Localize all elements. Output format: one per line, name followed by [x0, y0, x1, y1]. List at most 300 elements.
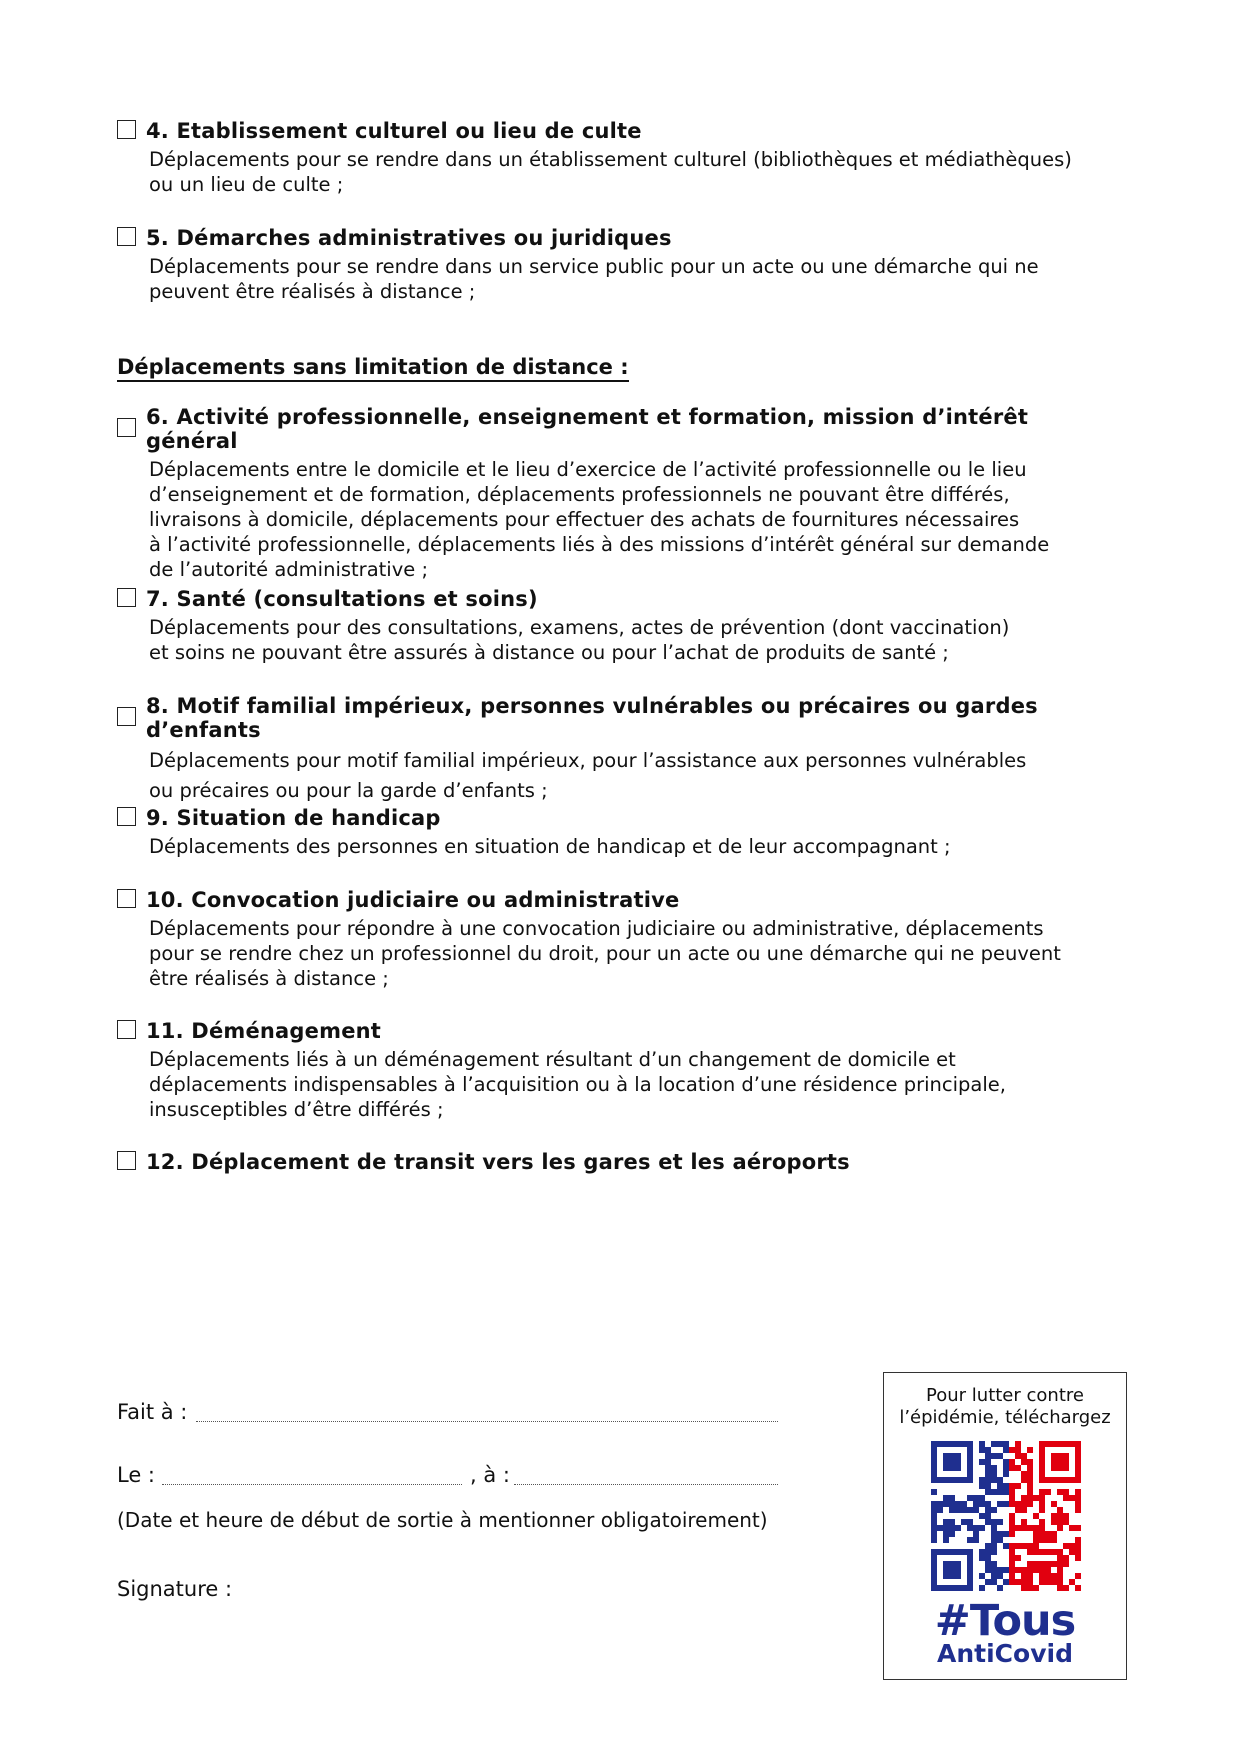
qr-module — [931, 1519, 937, 1525]
qr-module — [1039, 1501, 1045, 1507]
qr-module — [967, 1495, 973, 1501]
qr-module — [973, 1507, 979, 1513]
qr-module — [1063, 1489, 1069, 1495]
qr-module — [1033, 1549, 1039, 1555]
qr-module — [1003, 1459, 1009, 1465]
qr-module — [985, 1501, 991, 1507]
checkbox-reason-5[interactable] — [117, 227, 136, 246]
qr-module — [1003, 1501, 1009, 1507]
reason-11 — [117, 1019, 1127, 1122]
qr-module — [1069, 1525, 1075, 1531]
reason-6-title: 6. Activité professionnelle, enseignement et formation, mission d’intérêt général — [146, 405, 1029, 453]
qr-module — [931, 1489, 937, 1495]
checkbox-reason-11[interactable] — [117, 1020, 136, 1039]
reason-9 — [117, 806, 1127, 859]
qr-module — [985, 1447, 991, 1453]
qr-module — [997, 1477, 1003, 1483]
reason-6-description: Déplacements entre le domicile et le lieu d’exercice de l’activité professionnelle ou le lieu d’enseignement et de formation, déplacements professionnels ne pouvant être différés, livraisons à domicile, déplacements pour effectuer des achats de fournitures nécessaires à l’activité professionnelle, déplacements liés à des missions d’intérêt général sur demande de l’autorité administrative ; — [149, 458, 1050, 581]
qr-module — [1009, 1459, 1015, 1465]
qr-module — [1021, 1573, 1027, 1579]
qr-module — [1015, 1525, 1021, 1531]
qr-module — [1039, 1489, 1045, 1495]
qr-module — [1051, 1537, 1057, 1543]
qr-module — [943, 1531, 949, 1537]
qr-module — [1027, 1501, 1033, 1507]
qr-module — [1009, 1483, 1015, 1489]
qr-module — [979, 1459, 985, 1465]
qr-module — [1009, 1531, 1015, 1537]
qr-module — [943, 1525, 949, 1531]
qr-module — [985, 1543, 991, 1549]
qr-module — [979, 1441, 985, 1447]
qr-module — [1051, 1531, 1057, 1537]
qr-module — [973, 1531, 979, 1537]
qr-module — [1033, 1495, 1039, 1501]
reason-9-title: 9. Situation de handicap — [146, 806, 441, 830]
qr-finder-pattern — [943, 1453, 961, 1471]
reason-5-description: Déplacements pour se rendre dans un service public pour un acte ou une démarche qui ne peuvent être réalisés à distance ; — [149, 255, 1039, 303]
qr-module — [1033, 1543, 1039, 1549]
qr-module — [1063, 1585, 1069, 1591]
qr-module — [1075, 1525, 1081, 1531]
qr-module — [1027, 1495, 1033, 1501]
qr-module — [1009, 1501, 1015, 1507]
qr-module — [1015, 1507, 1021, 1513]
qr-module — [1027, 1447, 1033, 1453]
qr-module — [949, 1507, 955, 1513]
qr-module — [1003, 1567, 1009, 1573]
qr-module — [1057, 1519, 1063, 1525]
qr-module — [1039, 1573, 1045, 1579]
reason-10 — [117, 888, 1127, 991]
qr-module — [979, 1555, 985, 1561]
qr-module — [1015, 1501, 1021, 1507]
qr-module — [991, 1465, 997, 1471]
qr-module — [1003, 1441, 1009, 1447]
qr-module — [1009, 1525, 1015, 1531]
qr-module — [1009, 1573, 1015, 1579]
qr-module — [1003, 1543, 1009, 1549]
qr-module — [1015, 1483, 1021, 1489]
qr-module — [1039, 1561, 1045, 1567]
qr-module — [979, 1525, 985, 1531]
qr-module — [997, 1531, 1003, 1537]
reason-11-description: Déplacements liés à un déménagement résultant d’un changement de domicile et déplacements indispensables à l’acquisition ou à la location d’une résidence principale, insusceptibles d’être différés ; — [149, 1048, 1006, 1121]
time-field[interactable] — [514, 1484, 778, 1485]
qr-module — [1039, 1567, 1045, 1573]
qr-module — [1027, 1525, 1033, 1531]
qr-module — [1075, 1507, 1081, 1513]
qr-module — [1057, 1549, 1063, 1555]
qr-module — [1045, 1561, 1051, 1567]
qr-module — [955, 1501, 961, 1507]
brand-name: AntiCovid — [937, 1639, 1073, 1668]
qr-module — [997, 1501, 1003, 1507]
qr-module — [1075, 1495, 1081, 1501]
qr-module — [967, 1507, 973, 1513]
qr-module — [979, 1513, 985, 1519]
qr-module — [997, 1567, 1003, 1573]
qr-module — [1009, 1543, 1015, 1549]
le-label: Le : — [117, 1463, 156, 1487]
qr-module — [1027, 1579, 1033, 1585]
reason-10-description: Déplacements pour répondre à une convocation judiciaire ou administrative, déplacements pour se rendre chez un professionnel du droit, pour un acte ou une démarche qui ne peuvent être réalisés à distance ; — [149, 917, 1061, 990]
qr-module — [1051, 1519, 1057, 1525]
reason-7-title: 7. Santé (consultations et soins) — [146, 587, 538, 611]
a-label: , à : — [470, 1463, 510, 1487]
qr-module — [967, 1525, 973, 1531]
qr-module — [1069, 1549, 1075, 1555]
qr-module — [1027, 1549, 1033, 1555]
reason-7-description: Déplacements pour des consultations, examens, actes de prévention (dont vaccination) et soins ne pouvant être assurés à distance ou pour l’achat de produits de santé ; — [149, 616, 1010, 664]
reason-12 — [117, 1150, 1127, 1174]
section-title-no-distance-limit: Déplacements sans limitation de distance : — [117, 355, 629, 382]
qr-module — [1051, 1573, 1057, 1579]
qr-module — [1015, 1447, 1021, 1453]
qr-module — [949, 1519, 955, 1525]
qr-module — [1057, 1513, 1063, 1519]
qr-module — [1063, 1519, 1069, 1525]
qr-module — [967, 1519, 973, 1525]
qr-module — [1069, 1579, 1075, 1585]
qr-module — [985, 1459, 991, 1465]
qr-module — [1045, 1549, 1051, 1555]
signature-area[interactable] — [117, 1605, 777, 1665]
qr-module — [1075, 1543, 1081, 1549]
qr-module — [1063, 1513, 1069, 1519]
qr-module — [1003, 1489, 1009, 1495]
qr-module — [1009, 1549, 1015, 1555]
promo-line-1: Pour lutter contre — [926, 1385, 1084, 1406]
qr-module — [937, 1525, 943, 1531]
qr-module — [1021, 1477, 1027, 1483]
qr-module — [1045, 1579, 1051, 1585]
checkbox-reason-6[interactable] — [117, 418, 136, 437]
qr-module — [1069, 1543, 1075, 1549]
qr-module — [985, 1507, 991, 1513]
qr-module — [1069, 1495, 1075, 1501]
qr-module — [955, 1525, 961, 1531]
qr-module — [985, 1579, 991, 1585]
qr-module — [1039, 1495, 1045, 1501]
fait-a-field[interactable] — [196, 1421, 778, 1422]
qr-module — [1021, 1543, 1027, 1549]
reason-4-description: Déplacements pour se rendre dans un établissement culturel (bibliothèques et médiathèques) ou un lieu de culte ; — [149, 148, 1072, 196]
qr-module — [1003, 1447, 1009, 1453]
qr-module — [1027, 1483, 1033, 1489]
qr-module — [997, 1585, 1003, 1591]
qr-module — [1075, 1555, 1081, 1561]
qr-module — [991, 1507, 997, 1513]
qr-module — [985, 1561, 991, 1567]
qr-module — [1003, 1483, 1009, 1489]
qr-module — [1015, 1453, 1021, 1459]
qr-module — [973, 1525, 979, 1531]
qr-module — [1021, 1471, 1027, 1477]
qr-module — [1027, 1477, 1033, 1483]
qr-module — [931, 1537, 937, 1543]
qr-module — [1021, 1519, 1027, 1525]
qr-module — [985, 1453, 991, 1459]
qr-module — [1063, 1495, 1069, 1501]
qr-module — [1009, 1447, 1015, 1453]
qr-module — [997, 1453, 1003, 1459]
qr-module — [1015, 1567, 1021, 1573]
qr-module — [1015, 1465, 1021, 1471]
qr-module — [1051, 1513, 1057, 1519]
qr-module — [1009, 1519, 1015, 1525]
date-note: (Date et heure de début de sortie à mentionner obligatoirement) — [117, 1508, 768, 1532]
qr-module — [1045, 1489, 1051, 1495]
qr-module — [1039, 1531, 1045, 1537]
qr-module — [991, 1567, 997, 1573]
qr-module — [1009, 1489, 1015, 1495]
qr-module — [943, 1501, 949, 1507]
qr-module — [979, 1573, 985, 1579]
qr-finder-pattern — [1051, 1453, 1069, 1471]
qr-finder-pattern — [943, 1561, 961, 1579]
qr-module — [991, 1519, 997, 1525]
qr-module — [1021, 1501, 1027, 1507]
qr-module — [991, 1477, 997, 1483]
qr-module — [943, 1519, 949, 1525]
qr-module — [991, 1537, 997, 1543]
qr-module — [1045, 1537, 1051, 1543]
qr-module — [943, 1495, 949, 1501]
qr-module — [985, 1549, 991, 1555]
qr-module — [1039, 1519, 1045, 1525]
qr-module — [1051, 1501, 1057, 1507]
qr-module — [943, 1537, 949, 1543]
reason-8-title: 8. Motif familial impérieux, personnes vulnérables ou précaires ou gardes d’enfants — [146, 694, 1038, 742]
signature-label: Signature : — [117, 1577, 233, 1601]
qr-module — [991, 1525, 997, 1531]
qr-module — [985, 1567, 991, 1573]
qr-module — [1009, 1579, 1015, 1585]
qr-module — [961, 1519, 967, 1525]
qr-module — [1009, 1567, 1015, 1573]
qr-module — [997, 1519, 1003, 1525]
qr-module — [1045, 1567, 1051, 1573]
qr-module — [991, 1489, 997, 1495]
qr-module — [1009, 1513, 1015, 1519]
checkbox-reason-12[interactable] — [117, 1151, 136, 1170]
reason-10-title: 10. Convocation judiciaire ou administrative — [146, 888, 680, 912]
qr-module — [1033, 1531, 1039, 1537]
qr-module — [1021, 1453, 1027, 1459]
qr-module — [1039, 1507, 1045, 1513]
qr-module — [1057, 1585, 1063, 1591]
qr-module — [991, 1549, 997, 1555]
date-field[interactable] — [162, 1484, 462, 1485]
qr-module — [1009, 1465, 1015, 1471]
checkbox-reason-10[interactable] — [117, 889, 136, 908]
qr-module — [1045, 1573, 1051, 1579]
qr-module — [1075, 1501, 1081, 1507]
qr-module — [1021, 1459, 1027, 1465]
qr-module — [979, 1501, 985, 1507]
qr-module — [1057, 1507, 1063, 1513]
qr-module — [991, 1561, 997, 1567]
reason-4 — [117, 119, 1127, 197]
qr-module — [1057, 1573, 1063, 1579]
qr-module — [949, 1501, 955, 1507]
reason-12-title: 12. Déplacement de transit vers les gares et les aéroports — [146, 1150, 850, 1174]
qr-module — [949, 1531, 955, 1537]
qr-module — [1039, 1525, 1045, 1531]
qr-module — [1051, 1579, 1057, 1585]
qr-module — [961, 1501, 967, 1507]
qr-module — [931, 1507, 937, 1513]
anticovid-promo-card — [883, 1372, 1127, 1680]
qr-module — [1027, 1459, 1033, 1465]
qr-module — [1009, 1495, 1015, 1501]
qr-module — [997, 1489, 1003, 1495]
qr-module — [991, 1543, 997, 1549]
checkbox-reason-4[interactable] — [117, 120, 136, 139]
qr-module — [931, 1525, 937, 1531]
qr-module — [979, 1477, 985, 1483]
qr-module — [1021, 1495, 1027, 1501]
checkbox-reason-8[interactable] — [117, 707, 136, 726]
qr-module — [1057, 1567, 1063, 1573]
qr-module — [979, 1447, 985, 1453]
qr-module — [979, 1549, 985, 1555]
qr-module — [1003, 1465, 1009, 1471]
qr-module — [1009, 1555, 1015, 1561]
reason-4-title: 4. Etablissement culturel ou lieu de culte — [146, 119, 642, 143]
qr-module — [985, 1489, 991, 1495]
qr-module — [985, 1555, 991, 1561]
qr-module — [1009, 1561, 1015, 1567]
qr-code-icon[interactable] — [931, 1441, 1081, 1591]
brand-hashtag: #Tous — [934, 1596, 1076, 1646]
qr-module — [937, 1507, 943, 1513]
qr-module — [991, 1441, 997, 1447]
qr-module — [1027, 1543, 1033, 1549]
qr-module — [1057, 1579, 1063, 1585]
qr-module — [1051, 1549, 1057, 1555]
reason-5 — [117, 226, 1127, 304]
qr-module — [937, 1501, 943, 1507]
promo-line-2: l’épidémie, téléchargez — [899, 1407, 1111, 1428]
qr-module — [985, 1513, 991, 1519]
qr-module — [1051, 1561, 1057, 1567]
checkbox-reason-7[interactable] — [117, 588, 136, 607]
qr-module — [985, 1483, 991, 1489]
promo-text — [884, 1385, 1126, 1429]
qr-module — [1063, 1561, 1069, 1567]
qr-module — [1075, 1585, 1081, 1591]
reason-8-description: Déplacements pour motif familial impérieux, pour l’assistance aux personnes vulnérables ou précaires ou pour la garde d’enfants ; — [149, 749, 1027, 802]
qr-module — [1015, 1441, 1021, 1447]
qr-module — [979, 1585, 985, 1591]
reason-7 — [117, 587, 1127, 665]
qr-module — [1015, 1543, 1021, 1549]
qr-module — [1075, 1489, 1081, 1495]
qr-module — [1075, 1537, 1081, 1543]
qr-module — [973, 1537, 979, 1543]
qr-module — [979, 1495, 985, 1501]
reason-6 — [117, 405, 1127, 582]
qr-module — [1021, 1567, 1027, 1573]
qr-module — [931, 1513, 937, 1519]
qr-module — [1027, 1573, 1033, 1579]
qr-module — [985, 1471, 991, 1477]
qr-module — [1057, 1525, 1063, 1531]
qr-module — [985, 1477, 991, 1483]
qr-module — [1033, 1561, 1039, 1567]
qr-module — [967, 1537, 973, 1543]
qr-module — [997, 1573, 1003, 1579]
qr-module — [1021, 1525, 1027, 1531]
qr-module — [1057, 1555, 1063, 1561]
qr-module — [1003, 1579, 1009, 1585]
qr-module — [1015, 1555, 1021, 1561]
qr-module — [1015, 1579, 1021, 1585]
qr-module — [1027, 1585, 1033, 1591]
qr-module — [955, 1507, 961, 1513]
qr-module — [1033, 1525, 1039, 1531]
qr-module — [1021, 1585, 1027, 1591]
reason-5-title: 5. Démarches administratives ou juridiques — [146, 226, 672, 250]
qr-module — [949, 1495, 955, 1501]
qr-module — [979, 1483, 985, 1489]
qr-module — [997, 1483, 1003, 1489]
qr-module — [1075, 1549, 1081, 1555]
qr-module — [931, 1531, 937, 1537]
qr-module — [973, 1501, 979, 1507]
qr-module — [1027, 1561, 1033, 1567]
qr-module — [973, 1495, 979, 1501]
qr-module — [985, 1519, 991, 1525]
qr-module — [985, 1465, 991, 1471]
qr-module — [1045, 1531, 1051, 1537]
qr-module — [1021, 1579, 1027, 1585]
qr-module — [1039, 1537, 1045, 1543]
qr-module — [991, 1471, 997, 1477]
qr-module — [1027, 1567, 1033, 1573]
qr-module — [1003, 1531, 1009, 1537]
checkbox-reason-9[interactable] — [117, 807, 136, 826]
qr-module — [949, 1525, 955, 1531]
qr-module — [991, 1573, 997, 1579]
qr-module — [961, 1507, 967, 1513]
qr-module — [1027, 1465, 1033, 1471]
qr-module — [1075, 1573, 1081, 1579]
qr-module — [1033, 1537, 1039, 1543]
qr-module — [1033, 1585, 1039, 1591]
fait-a-label: Fait à : — [117, 1400, 188, 1424]
qr-module — [1033, 1513, 1039, 1519]
qr-module — [1057, 1561, 1063, 1567]
qr-module — [1039, 1549, 1045, 1555]
reason-8 — [117, 694, 1127, 806]
qr-module — [1027, 1489, 1033, 1495]
qr-module — [991, 1579, 997, 1585]
qr-module — [1027, 1471, 1033, 1477]
qr-module — [1057, 1489, 1063, 1495]
qr-module — [1063, 1543, 1069, 1549]
qr-module — [997, 1537, 1003, 1543]
qr-module — [931, 1501, 937, 1507]
reason-11-title: 11. Déménagement — [146, 1019, 382, 1043]
qr-module — [1039, 1579, 1045, 1585]
reason-9-description: Déplacements des personnes en situation de handicap et de leur accompagnant ; — [149, 835, 951, 858]
qr-module — [1021, 1507, 1027, 1513]
qr-module — [991, 1531, 997, 1537]
qr-module — [991, 1453, 997, 1459]
